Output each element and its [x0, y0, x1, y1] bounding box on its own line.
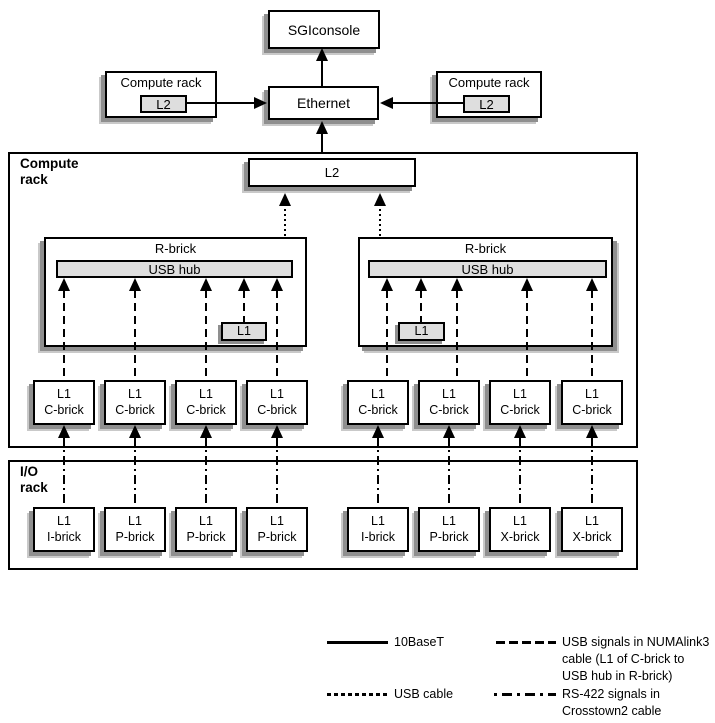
io-brick-box [33, 507, 95, 552]
l2-badge-left [140, 95, 187, 113]
arrow-up-icon [58, 278, 70, 291]
cbrick-box [489, 380, 551, 425]
numalink-usb-line [456, 290, 458, 380]
rs422-line [205, 437, 207, 507]
io-brick-label-line1: L1 [270, 514, 284, 528]
usb-hub-left-label: USB hub [148, 261, 201, 277]
io-brick-label-line2: P-brick [429, 529, 469, 544]
arrow-up-icon [58, 425, 70, 438]
arrow-up-icon [200, 425, 212, 438]
arrow-up-icon [451, 278, 463, 291]
legend-dot-swatch [327, 693, 388, 696]
numalink-usb-line [63, 290, 65, 380]
io-rack-label-line2: rack [20, 480, 48, 495]
cbrick-label-line1: L1 [57, 387, 71, 401]
sgiconsole-box [268, 10, 380, 49]
io-brick-label-line2: I-brick [360, 529, 396, 544]
rs422-line [519, 437, 521, 507]
io-brick-label-line2: X-brick [572, 529, 612, 544]
rs422-line [591, 437, 593, 507]
ethernet-box [268, 86, 379, 120]
cbrick-label-line1: L1 [270, 387, 284, 401]
arrow-up-icon [521, 278, 533, 291]
arrow-up-icon [238, 278, 250, 291]
arrow-up-icon [374, 193, 386, 206]
cbrick-label-line2: C-brick [429, 402, 469, 417]
cbrick-label-line1: L1 [199, 387, 213, 401]
arrow-up-icon [381, 278, 393, 291]
io-brick-label-line2: P-brick [257, 529, 297, 544]
legend-numalink-label [562, 634, 709, 685]
ethernet-label: Ethernet [297, 95, 350, 111]
cbrick-label-line2: C-brick [186, 402, 226, 417]
arrow-up-icon [514, 425, 526, 438]
l2-badge-left-label: L2 [156, 96, 171, 112]
cbrick-box [104, 380, 166, 425]
rs422-line [276, 437, 278, 507]
io-brick-label-line1: L1 [128, 514, 142, 528]
cbrick-label-line2: C-brick [572, 402, 612, 417]
arrow-left-icon [380, 97, 393, 109]
arrow-up-icon [316, 121, 328, 134]
rs422-line [134, 437, 136, 507]
compute-rack-right-label: Compute rack [448, 75, 530, 90]
ethernet-to-sgiconsole-line [321, 60, 323, 87]
arrow-up-icon [586, 278, 598, 291]
l1-box-right-label: L1 [414, 323, 429, 338]
numalink-usb-line [386, 290, 388, 380]
legend-solid-swatch [327, 641, 388, 644]
cbrick-box [175, 380, 237, 425]
numalink-usb-line [205, 290, 207, 380]
compute-rack-label-line2: rack [20, 172, 48, 187]
sgiconsole-label: SGIconsole [287, 21, 361, 38]
legend-dashdot-swatch [494, 693, 556, 696]
left-rack-to-ethernet-line [187, 102, 257, 104]
io-brick-box [246, 507, 308, 552]
io-brick-label-line2: P-brick [186, 529, 226, 544]
legend-10baset-label: 10BaseT [394, 635, 445, 649]
arrow-up-icon [372, 425, 384, 438]
io-brick-label-line2: P-brick [115, 529, 155, 544]
l1-box-left [221, 322, 267, 341]
cbrick-label-line2: C-brick [257, 402, 297, 417]
arrow-up-icon [129, 278, 141, 291]
legend-dash-swatch [496, 641, 556, 644]
cbrick-box [246, 380, 308, 425]
rs422-line [63, 437, 65, 507]
legend-numalink-line2: cable (L1 of C-brick to [562, 652, 685, 666]
l2-badge-right-label: L2 [479, 96, 494, 112]
legend-usbcable-label: USB cable [394, 687, 454, 701]
io-brick-box [347, 507, 409, 552]
rbrick-left-box [44, 237, 307, 347]
l2-controller-label: L2 [324, 165, 340, 180]
cbrick-label-line1: L1 [371, 387, 385, 401]
arrow-right-icon [254, 97, 267, 109]
legend-rs422-line1: RS-422 signals in [562, 687, 660, 701]
l1-box-left-label: L1 [237, 323, 251, 338]
cbrick-box [347, 380, 409, 425]
io-brick-label-line1: L1 [513, 514, 527, 528]
io-brick-box [104, 507, 166, 552]
cbrick-label-line1: L1 [585, 387, 599, 401]
rbrick-right-box [358, 237, 613, 347]
numalink-usb-line [591, 290, 593, 380]
compute-rack-right-box [436, 71, 542, 118]
legend-numalink-line1: USB signals in NUMAlink3 [562, 635, 710, 649]
io-brick-label-line1: L1 [371, 514, 385, 528]
io-brick-label-line1: L1 [585, 514, 599, 528]
cbrick-label-line2: C-brick [115, 402, 155, 417]
rbrick-right-label: R-brick [464, 241, 507, 256]
cbrick-label-line1: L1 [128, 387, 142, 401]
io-brick-label-line2: I-brick [46, 529, 82, 544]
arrow-up-icon [415, 278, 427, 291]
numalink-usb-line [526, 290, 528, 380]
compute-rack-left-box [105, 71, 217, 118]
io-brick-box [418, 507, 480, 552]
arrow-up-icon [443, 425, 455, 438]
io-rack-label [20, 464, 48, 496]
legend-rs422-label [562, 686, 661, 720]
arrow-up-icon [200, 278, 212, 291]
arrow-up-icon [316, 48, 328, 61]
rbrick-left-label: R-brick [154, 241, 197, 256]
io-brick-box [489, 507, 551, 552]
io-brick-label-line2: X-brick [500, 529, 540, 544]
io-brick-label-line1: L1 [442, 514, 456, 528]
io-brick-label-line1: L1 [57, 514, 71, 528]
io-brick-box [561, 507, 623, 552]
arrow-up-icon [129, 425, 141, 438]
cbrick-label-line1: L1 [513, 387, 527, 401]
arrow-up-icon [271, 278, 283, 291]
cbrick-label-line2: C-brick [44, 402, 84, 417]
l1-to-usbhub-line [420, 290, 422, 322]
l1-to-usbhub-line [243, 290, 245, 322]
numalink-usb-line [276, 290, 278, 380]
compute-rack-label-line1: Compute [20, 156, 79, 171]
rs422-line [377, 437, 379, 507]
legend-rs422-line2: Crosstown2 cable [562, 704, 662, 718]
usb-hub-left-box [56, 260, 293, 278]
numalink-usb-line [134, 290, 136, 380]
arrow-up-icon [586, 425, 598, 438]
cbrick-box [33, 380, 95, 425]
io-brick-label-line1: L1 [199, 514, 213, 528]
compute-rack-label [20, 156, 79, 188]
arrow-up-icon [279, 193, 291, 206]
usb-hub-right-label: USB hub [461, 261, 514, 277]
cbrick-label-line2: C-brick [358, 402, 398, 417]
cbrick-box [561, 380, 623, 425]
cbrick-box [418, 380, 480, 425]
l1-box-right [398, 322, 445, 341]
legend-numalink-line3: USB hub in R-brick) [562, 669, 673, 683]
io-brick-box [175, 507, 237, 552]
cbrick-label-line2: C-brick [500, 402, 540, 417]
compute-rack-left-label: Compute rack [120, 75, 202, 90]
arrow-up-icon [271, 425, 283, 438]
io-rack-label-line1: I/O [20, 464, 39, 479]
usb-hub-right-box [368, 260, 607, 278]
rs422-line [448, 437, 450, 507]
l2-controller-box [248, 158, 416, 187]
right-rack-to-ethernet-line [391, 102, 463, 104]
cbrick-label-line1: L1 [442, 387, 456, 401]
l2-badge-right [463, 95, 510, 113]
